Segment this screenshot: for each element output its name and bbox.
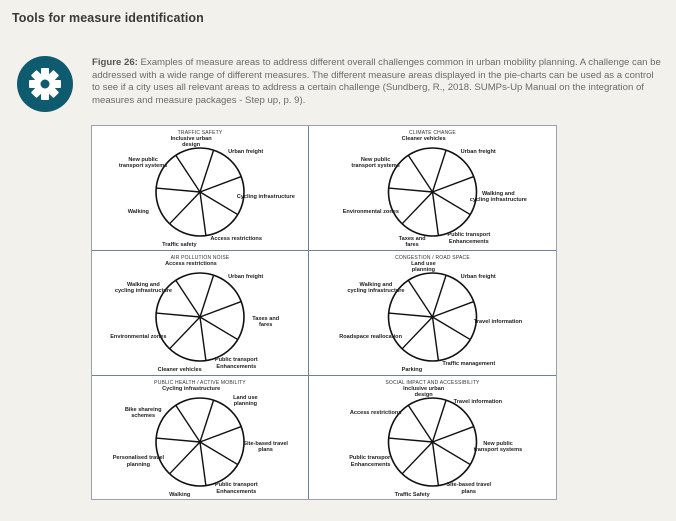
pie-slice-divider <box>170 317 200 349</box>
pie-slice-divider <box>200 427 241 442</box>
pie-segment-label: Inclusive urban design <box>170 136 212 149</box>
pie-slice-divider <box>402 192 432 224</box>
pie-segment-label: Public transport Enhancements <box>214 482 258 495</box>
pie-slice-divider <box>408 155 432 192</box>
pie-segment-label: New public transport systems <box>118 156 168 170</box>
pie-segment-label: Traffic Safety <box>394 492 430 499</box>
pie-slice-divider <box>176 280 200 317</box>
page-title: Tools for measure identification <box>12 11 204 25</box>
pie-panel-climate-change <box>309 126 556 250</box>
pie-segment-label: Access restrictions <box>165 261 217 267</box>
pie-segment-label: Urban freight <box>228 148 264 155</box>
pie-slice-divider <box>176 155 200 192</box>
pie-slice-divider <box>433 442 439 486</box>
pie-wheel <box>309 126 556 250</box>
pie-slice-divider <box>433 302 474 317</box>
pie-segment-label: Taxes and fares <box>252 315 280 328</box>
pie-segment-label: Cleaner vehicles <box>401 136 446 142</box>
pie-slice-divider <box>433 177 474 192</box>
pie-segment-label: Traffic safety <box>162 242 197 249</box>
pie-slice-divider <box>433 150 447 192</box>
pie-segment-label: Cleaner vehicles <box>157 367 202 374</box>
pie-segment-label: Urban freight <box>460 273 496 280</box>
pie-segment-label: Travel information <box>473 319 523 326</box>
panel-title: CLIMATE CHANGE <box>409 130 456 136</box>
pie-segment-label: Roadspace reallocation <box>339 333 402 340</box>
pie-panel-air-pollution-noise <box>92 251 308 375</box>
pie-slice-divider <box>389 188 433 192</box>
pie-slice-divider <box>170 192 200 224</box>
figure-caption-label: Figure 26: <box>92 57 138 68</box>
panel-title: TRAFFIC SAFETY <box>177 130 223 136</box>
pie-slice-divider <box>433 317 471 340</box>
pie-segment-label: Public transport Enhancements <box>214 357 258 370</box>
pie-segment-label: Walking and cycling infrastructure <box>114 281 173 295</box>
gear-icon <box>17 56 73 112</box>
pie-panel-traffic-safety <box>92 126 308 250</box>
pie-slice-divider <box>200 442 206 486</box>
figure-caption-text: Examples of measure areas to address different overall challenges common in urban mobility planning. A challenge can be addressed with a wide range of different measures. The different measure areas displayed in the pie-charts can be used as a control to see if a city uses all relevant areas to address a certain challenge (Sundberg, R., 2018. SUMPs-Up Manual on the integration of measures and measure packages - Step up, p. 9). <box>92 57 661 106</box>
pie-segment-label: Walking <box>127 208 149 215</box>
pie-segment-label: Taxes and fares <box>398 236 426 249</box>
pie-segment-label: Land use planning <box>411 261 436 274</box>
pie-slice-divider <box>433 192 471 215</box>
pie-segment-label: Urban freight <box>460 148 496 155</box>
pie-slice-divider <box>402 442 432 474</box>
pie-slice-divider <box>200 177 241 192</box>
pie-slice-divider <box>408 405 432 442</box>
pie-panel-social-impact <box>309 376 556 500</box>
pie-slice-divider <box>402 317 432 349</box>
pie-slice-divider <box>408 280 432 317</box>
pie-panel-congestion-road-space <box>309 251 556 375</box>
pie-segment-label: Bike shareing schemes <box>124 406 162 420</box>
pie-slice-divider <box>389 438 433 442</box>
figure-caption <box>92 57 664 107</box>
pie-segment-label: Site-based travel plans <box>446 482 492 495</box>
pie-slice-divider <box>156 438 200 442</box>
pie-slice-divider <box>200 192 238 215</box>
pie-slice-divider <box>433 317 439 361</box>
pie-slice-divider <box>170 442 200 474</box>
pie-segment-label: Cycling infrastructure <box>162 386 221 392</box>
pie-slice-divider <box>433 275 447 317</box>
panel-title: CONGESTION / ROAD SPACE <box>395 255 470 261</box>
pie-segment-label: Urban freight <box>228 273 264 280</box>
pie-slice-divider <box>200 317 206 361</box>
panel-title: AIR POLLUTION NOISE <box>170 255 230 261</box>
pie-slice-divider <box>200 317 238 340</box>
pie-segment-label: Site-based travel plans <box>243 440 288 453</box>
pie-slice-divider <box>200 302 241 317</box>
pie-wheel <box>92 376 308 500</box>
pie-segment-label: Environmental zones <box>110 333 167 340</box>
pie-slice-divider <box>433 427 474 442</box>
pie-segment-label: Environmental zones <box>342 208 399 215</box>
pie-segment-label: Land use planning <box>233 395 258 408</box>
pie-segment-label: Public transport Enhancements <box>349 455 393 468</box>
pie-wheel <box>92 251 308 375</box>
gear-badge <box>17 56 73 112</box>
pie-segment-label: Inclusive urban design <box>403 386 445 399</box>
pie-slice-divider <box>200 192 206 236</box>
pie-segment-label: Walking and cycling infrastructure <box>469 190 527 203</box>
pie-slice-divider <box>200 400 214 442</box>
pie-slice-divider <box>433 192 439 236</box>
pie-segment-label: Access restrictions <box>349 410 402 417</box>
pie-segment-label: New public transport systems <box>351 156 400 170</box>
pie-slice-divider <box>200 442 238 465</box>
pie-slice-divider <box>156 188 200 192</box>
pie-segment-label: New public transport systems <box>473 440 523 453</box>
pie-slice-divider <box>200 275 214 317</box>
pie-slice-divider <box>389 313 433 317</box>
pie-segment-label: Personalised travel planning <box>112 455 165 468</box>
measure-areas-figure <box>91 125 557 500</box>
panel-title: SOCIAL IMPACT AND ACCESSIBILITY <box>385 380 480 386</box>
pie-slice-divider <box>433 442 471 465</box>
pie-segment-label: Travel information <box>453 398 503 405</box>
pie-slice-divider <box>156 313 200 317</box>
panel-title: PUBLIC HEALTH / ACTIVE MOBILITY <box>154 380 246 386</box>
pie-segment-label: Traffic management <box>442 360 496 367</box>
pie-segment-label: Parking <box>401 367 423 374</box>
pie-segment-label: Cycling infrastructure <box>236 194 295 201</box>
pie-panel-public-health <box>92 376 308 500</box>
pie-segment-label: Walking <box>169 492 191 499</box>
pie-segment-label: Access restrictions <box>210 235 262 242</box>
pie-segment-label: Walking and cycling infrastructure <box>347 281 405 295</box>
pie-segment-label: Public transport Enhancements <box>447 232 491 245</box>
pie-slice-divider <box>200 150 214 192</box>
pie-slice-divider <box>433 400 447 442</box>
pie-slice-divider <box>176 405 200 442</box>
